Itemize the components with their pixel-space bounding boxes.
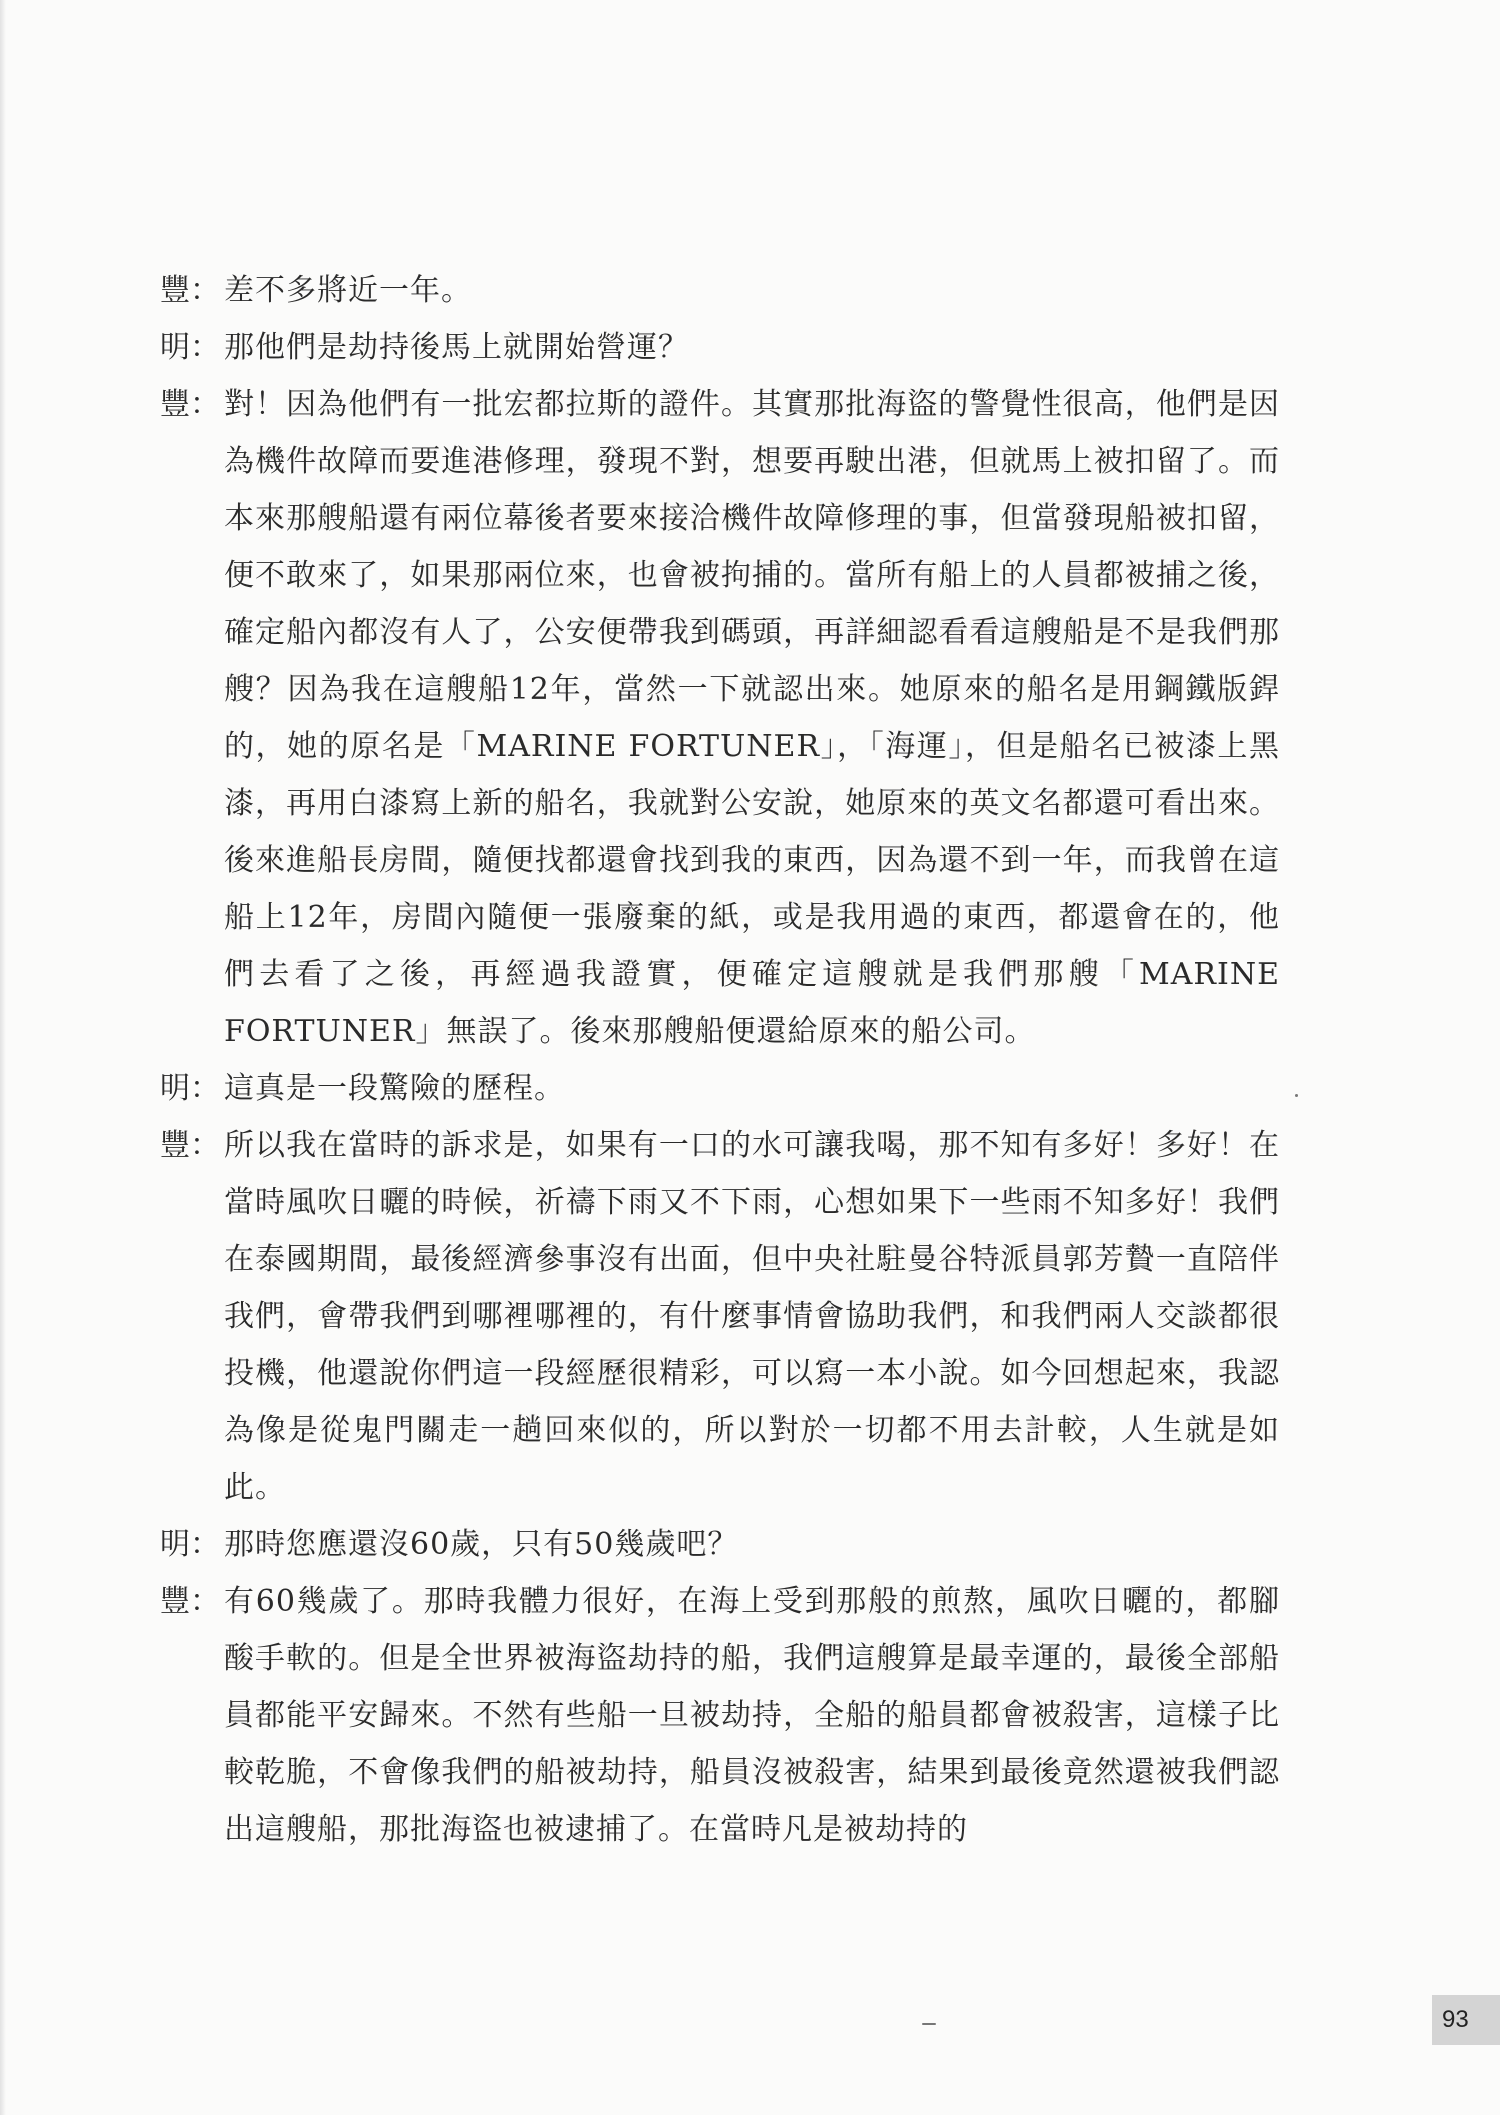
speaker-label: 豐：	[160, 1584, 220, 1619]
dialogue-text: 這真是一段驚險的歷程。	[224, 1071, 565, 1106]
dialogue-entry	[160, 1060, 1280, 1117]
dialogue-text: 所以我在當時的訴求是，如果有一口的水可讓我喝，那不知有多好！多好！在當時風吹日曬的時候，祈禱下雨又不下雨，心想如果下一些雨不知多好！我們在泰國期間，最後經濟參事沒有出面，但中央社駐曼谷特派員郭芳贄一直陪伴我們，會帶我們到哪裡哪裡的，有什麼事情會協助我們，和我們兩人交談都很投機，他還說你們這一段經歷很精彩，可以寫一本小說。如今回想起來，我認為像是從鬼門關走一趟回來似的，所以對於一切都不用去計較，人生就是如此。	[224, 1128, 1280, 1505]
speaker-label: 豐：	[160, 387, 220, 422]
dialogue-text: 那他們是劫持後馬上就開始營運？	[224, 330, 689, 365]
speaker-label: 明：	[160, 1071, 220, 1106]
page-edge	[0, 0, 6, 2115]
dialogue-text: 有60幾歲了。那時我體力很好，在海上受到那般的煎熬，風吹日曬的，都腳酸手軟的。但是全世界被海盜劫持的船，我們這艘算是最幸運的，最後全部船員都能平安歸來。不然有些船一旦被劫持，全船的船員都會被殺害，這樣子比較乾脆，不會像我們的船被劫持，船員沒被殺害，結果到最後竟然還被我們認出這艘船，那批海盜也被逮捕了。在當時凡是被劫持的	[224, 1584, 1280, 1847]
dialogue-entry	[160, 1516, 1280, 1573]
dialogue-text: 對！因為他們有一批宏都拉斯的證件。其實那批海盜的警覺性很高，他們是因為機件故障而要進港修理，發現不對，想要再駛出港，但就馬上被扣留了。而本來那艘船還有兩位幕後者要來接洽機件故障修理的事，但當發現船被扣留，便不敢來了，如果那兩位來，也會被拘捕的。當所有船上的人員都被捕之後，確定船內都沒有人了，公安便帶我到碼頭，再詳細認看看這艘船是不是我們那艘？因為我在這艘船12年，當然一下就認出來。她原來的船名是用鋼鐵版銲的，她的原名是「MARINE FORTUNER」，「海運」，但是船名已被漆上黑漆，再用白漆寫上新的船名，我就對公安說，她原來的英文名都還可看出來。後來進船長房間，隨便找都還會找到我的東西，因為還不到一年，而我曾在這船上12年，房間內隨便一張廢棄的紙，或是我用過的東西，都還會在的，他們去看了之後，再經過我證實，便確定這艘就是我們那艘「MARINE FORTUNER」無誤了。後來那艘船便還給原來的船公司。	[224, 387, 1280, 1049]
dialogue-entry	[160, 262, 1280, 319]
scan-speck	[922, 2023, 936, 2025]
dialogue-entry	[160, 1117, 1280, 1516]
speaker-label: 豐：	[160, 1128, 220, 1163]
dialogue-entry	[160, 319, 1280, 376]
scan-speck	[1295, 1094, 1298, 1097]
dialogue-text: 差不多將近一年。	[224, 273, 472, 308]
page-number: 93	[1432, 1995, 1500, 2045]
interview-transcript	[160, 262, 1280, 1858]
speaker-label: 明：	[160, 1527, 220, 1562]
speaker-label: 明：	[160, 330, 220, 365]
dialogue-text: 那時您應還沒60歲，只有50幾歲吧？	[224, 1527, 739, 1562]
dialogue-entry	[160, 1573, 1280, 1858]
speaker-label: 豐：	[160, 273, 220, 308]
dialogue-entry	[160, 376, 1280, 1060]
